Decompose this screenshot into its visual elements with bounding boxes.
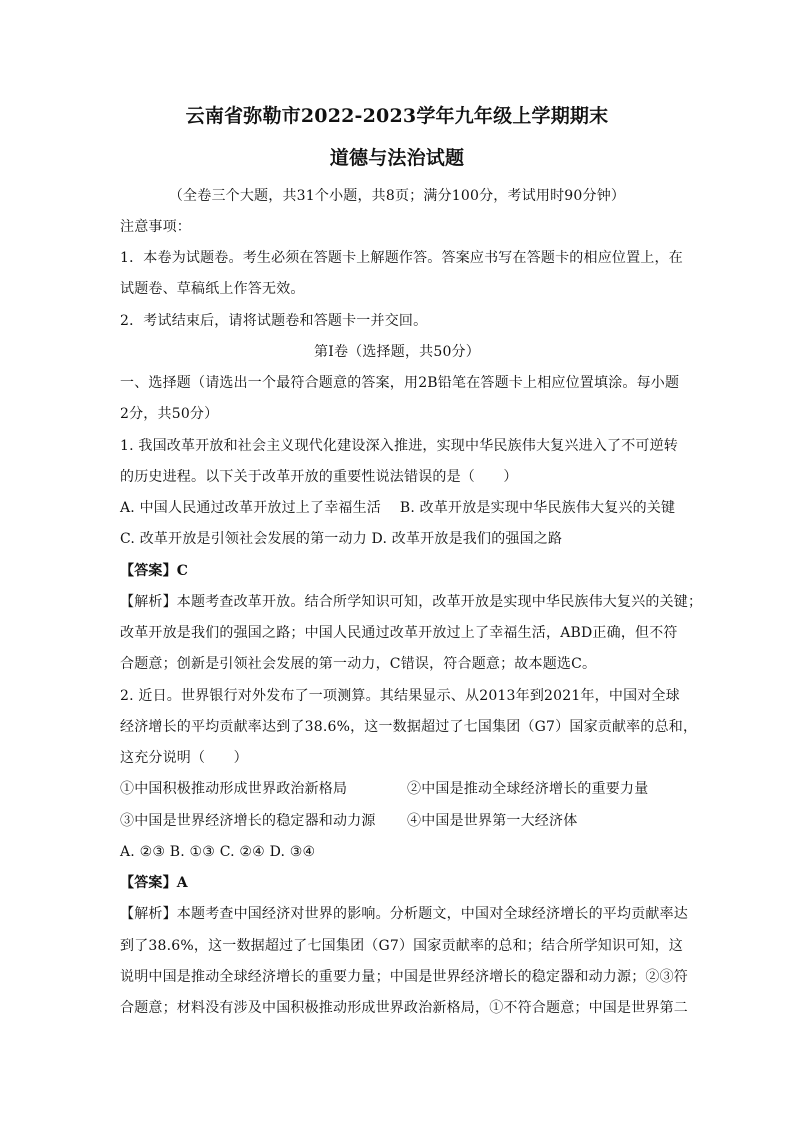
q2-analysis-cont: 到了38.6%，这一数据超过了七国集团（G7）国家贡献率的总和；结合所学知识可知，这: [120, 938, 683, 954]
notes-item-1-cont: 试题卷、草稿纸上作答无效。: [120, 281, 305, 297]
exam-info: （全卷三个大题，共31个小题，共8页；满分100分，考试用时90分钟）: [168, 188, 626, 204]
q2-options: A. ②③ B. ①③ C. ②④ D. ③④: [120, 844, 316, 860]
page-subtitle: 道德与法治试题: [329, 147, 465, 169]
q2-answer: 【答案】A: [120, 875, 188, 891]
section-heading: 一、选择题（请选出一个最符合题意的答案，用2B铅笔在答题卡上相应位置填涂。每小题: [120, 375, 680, 391]
part-title: 第Ⅰ卷（选择题，共50分）: [314, 344, 480, 360]
q2-analysis: 【解析】本题考查中国经济对世界的影响。分析题文，中国对全球经济增长的平均贡献率达: [120, 906, 688, 922]
q2-analysis-cont-3: 合题意；材料没有涉及中国积极推动形成世界政治新格局，①不符合题意；中国是世界第二: [120, 1000, 688, 1016]
q2-analysis-cont-2: 说明中国是推动全球经济增长的重要力量；中国是世界经济增长的稳定器和动力源；②③符: [120, 969, 688, 985]
q1-stem: 1. 我国改革开放和社会主义现代化建设深入推进，实现中华民族伟大复兴进入了不可逆转: [120, 438, 679, 454]
notes-item-2: 2．考试结束后，请将试题卷和答题卡一并交回。: [120, 313, 428, 329]
q1-analysis-cont: 改革开放是我们的强国之路；中国人民通过改革开放过上了幸福生活，ABD正确，但不符: [120, 625, 678, 641]
q1-stem-cont: 的历史进程。以下关于改革开放的重要性说法错误的是（ ）: [120, 469, 518, 485]
q2-stem-cont: 经济增长的平均贡献率达到了38.6%，这一数据超过了七国集团（G7）国家贡献率的总和，: [120, 719, 698, 735]
q2-statement-4: ④中国是世界第一大经济体: [407, 813, 578, 829]
q1-options-ab: A. 中国人民通过改革开放过上了幸福生活 B. 改革开放是实现中华民族伟大复兴的关键: [120, 500, 676, 516]
q1-answer: 【答案】C: [120, 563, 189, 579]
q2-stem: 2. 近日。世界银行对外发布了一项测算。其结果显示、从2013年到2021年，中国对全球: [120, 688, 680, 704]
notes-heading: 注意事项：: [120, 219, 191, 235]
q2-statement-2: ②中国是推动全球经济增长的重要力量: [407, 781, 649, 797]
page-title: 云南省弥勒市2022-2023学年九年级上学期期末: [185, 105, 609, 127]
q1-options-cd: C. 改革开放是引领社会发展的第一动力 D. 改革开放是我们的强国之路: [120, 531, 563, 547]
q2-statement-3: ③中国是世界经济增长的稳定器和动力源: [120, 813, 376, 829]
q1-analysis-end: 合题意；创新是引领社会发展的第一动力，C错误，符合题意；故本题选C。: [120, 656, 597, 672]
q1-analysis: 【解析】本题考查改革开放。结合所学知识可知，改革开放是实现中华民族伟大复兴的关键；: [120, 594, 703, 610]
section-heading-cont: 2分，共50分）: [120, 406, 219, 422]
q2-statement-1: ①中国积极推动形成世界政治新格局: [120, 781, 348, 797]
notes-item-1: 1．本卷为试题卷。考生必须在答题卡上解题作答。答案应书写在答题卡的相应位置上，在: [120, 250, 683, 266]
q2-stem-end: 这充分说明（ ）: [120, 750, 248, 766]
